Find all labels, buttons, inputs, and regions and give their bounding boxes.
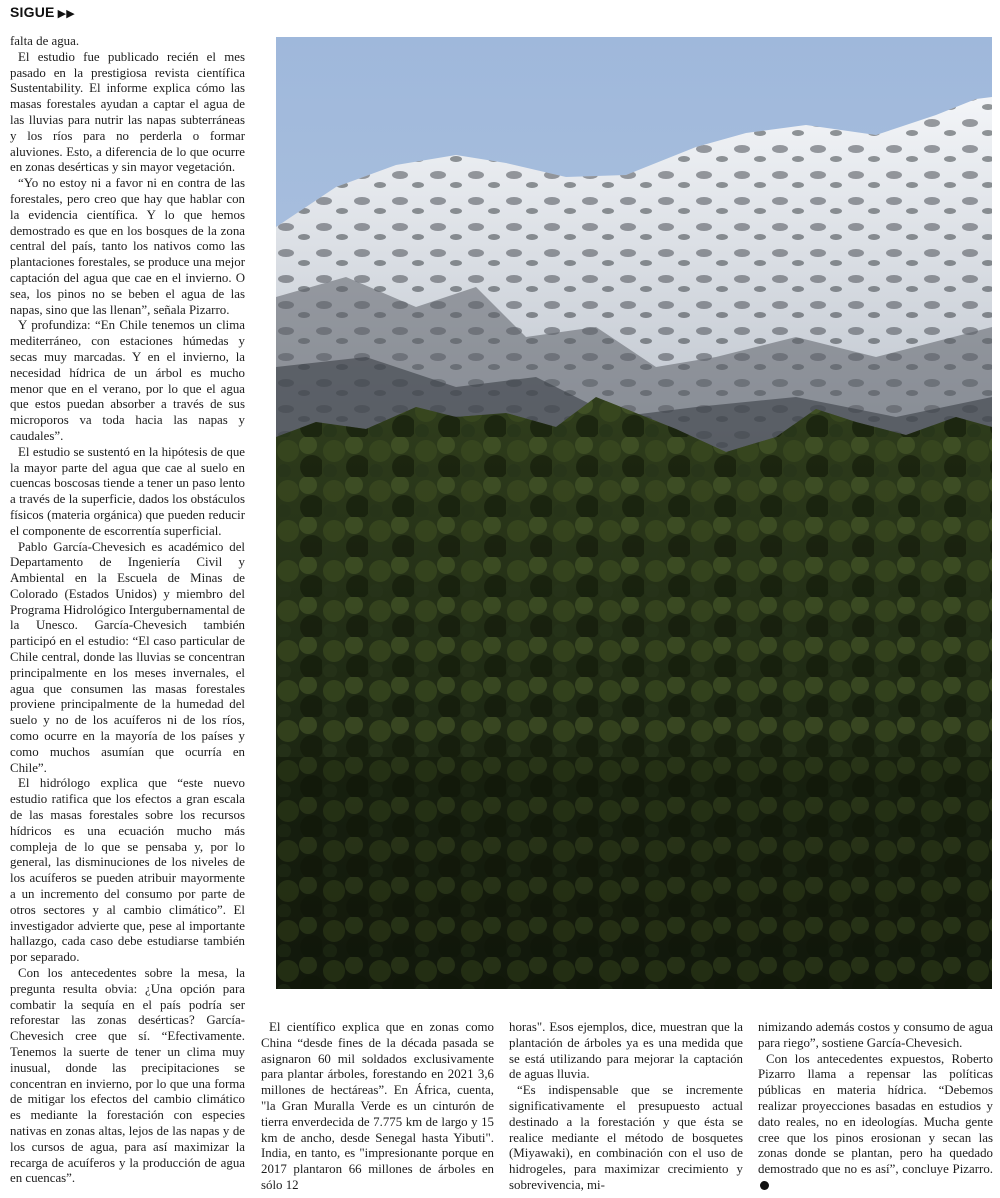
- double-arrow-icon: ▶▶: [57, 8, 75, 20]
- paragraph: El hidrólogo explica que “este nuevo estudio ratifica que los efectos a gran escala de las masas forestales sobre los recursos hídricos es una ecuación mucho más compleja de lo que se pensaba y, por lo general, las disminuciones de los niveles de los acuíferos se pueden atribuir mayormente a un incremento del consumo por parte de otros sectores y al cambio climático”. El investigador advierte que, pese al importante hallazgo, cada caso debe estudiarse también por separado.: [10, 776, 245, 965]
- article-left-column: [10, 34, 245, 1187]
- paragraph: Pablo García-Chevesich es académico del Departamento de Ingeniería Civil y Ambiental en la Escuela de Minas de Colorado (Estados Unidos) y miembro del Programa Hidrológico Intergubernamental de la Unesco. García-Chevesich también participó en el estudio: “El caso particular de Chile central, donde las lluvias se concentran principalmente en los meses invernales, el agua que consumen las masas forestales proviene principalmente de la humedad del suelo y no de los acuíferos ni de los ríos, como ocurre en la mayoría de los países y como muchos asumían que ocurría en Chile”.: [10, 539, 245, 775]
- article-bottom-column-2: [509, 1020, 743, 1194]
- article-bottom-column-3: [758, 1020, 993, 1194]
- paragraph: El estudio se sustentó en la hipótesis de que la mayor parte del agua que cae al suelo en cuencas boscosas tiende a tener un paso lento a través de la superficie, dados los obstáculos físicos (materia orgánica) que pueden reducir el componente de escorrentía superficial.: [10, 444, 245, 538]
- mountain-forest-photo: [276, 37, 992, 989]
- paragraph: [758, 1052, 993, 1194]
- paragraph: horas". Esos ejemplos, dice, muestran que la plantación de árboles ya es una medida que se está utilizando para mejorar la captación de aguas lluvia.: [509, 1020, 743, 1082]
- sigue-label: SIGUE: [10, 4, 55, 20]
- sigue-continuation-label: [10, 4, 75, 24]
- paragraph: El científico explica que en zonas como China “desde fines de la década pasada se asignaron 60 mil soldados exclusivamente para plantar árboles, forestando en 2021 3,6 millones de hectáreas”. En África, cuenta, "la Gran Muralla Verde es un cinturón de tierra enverdecida de 7.775 km de largo y 15 km de ancho, desde Senegal hasta Yibuti". India, en tanto, es "impresionante porque en 2017 plantaron 66 millones de árboles en sólo 12: [261, 1020, 494, 1192]
- article-bottom-column-1: [261, 1020, 494, 1194]
- paragraph: Y profundiza: “En Chile tenemos un clima mediterráneo, con estaciones húmedas y secas muy marcadas. Y en el invierno, la necesidad hídrica de un árbol es mucho menor que en el verano, por lo que el agua que estos puedan absorber a través de sus microporos va toda hacia las napas y caudales”.: [10, 318, 245, 443]
- mountain-forest-illustration: [276, 37, 992, 989]
- paragraph: “Yo no estoy ni a favor ni en contra de las forestales, pero creo que hay que hablar con la evidencia científica. Y lo que hemos demostrado es que en los bosques de la zona central del país, tanto los nativos como las plantaciones forestales, se produce una mejor captación del agua que cae en el invierno. O sea, los pinos no se beben el agua de las napas, sino que las llenan”, señala Pizarro.: [10, 176, 245, 317]
- paragraph: “Es indispensable que se incremente significativamente el presupuesto actual destinado a la forestación y que ésta se realice mediante el método de bosquetes (Miyawaki), en combinación con el uso de hidrogeles, para maximizar crecimiento y sobrevivencia, mi-: [509, 1083, 743, 1192]
- paragraph: nimizando además costos y consumo de agua para riego”, sostiene García-Chevesich.: [758, 1020, 993, 1050]
- paragraph: Con los antecedentes sobre la mesa, la pregunta resulta obvia: ¿Una opción para combatir la sequía en el país podría ser reforestar las zonas desérticas? García-Chevesich cree que sí. “Efectivamente. Tenemos la suerte de tener un clima muy inusual, donde las precipitaciones se concentran en invierno, por lo que una forma de mitigar los efectos del cambio climático es mediante la forestación con especies nativas en zonas altas, lejos de las napas y de los cursos de agua, para así maximizar la recarga de acuíferos y la producción de agua en cuencas”.: [10, 966, 245, 1186]
- paragraph: falta de agua.: [10, 34, 80, 48]
- closing-text: Con los antecedentes expuestos, Roberto Pizarro llama a repensar las políticas públicas en materia hídrica. “Debemos realizar proyecciones basadas en estudios y dato reales, no en ideologías. Mucha gente cree que los pinos erosionan y secan las zonas donde se plantan, pero ha quedado demostrado que no es así”, concluye Pizarro.: [758, 1051, 993, 1177]
- paragraph: El estudio fue publicado recién el mes pasado en la prestigiosa revista científica Sustentability. El informe explica cómo las masas forestales ayudan a captar el agua de las lluvias para nutrir las napas subterráneas y los ríos para no perderla o formar aluviones. Esto, a diferencia de lo que ocurre en zonas desérticas y sin mayor vegetación.: [10, 49, 245, 175]
- end-of-article-icon: [760, 1181, 769, 1190]
